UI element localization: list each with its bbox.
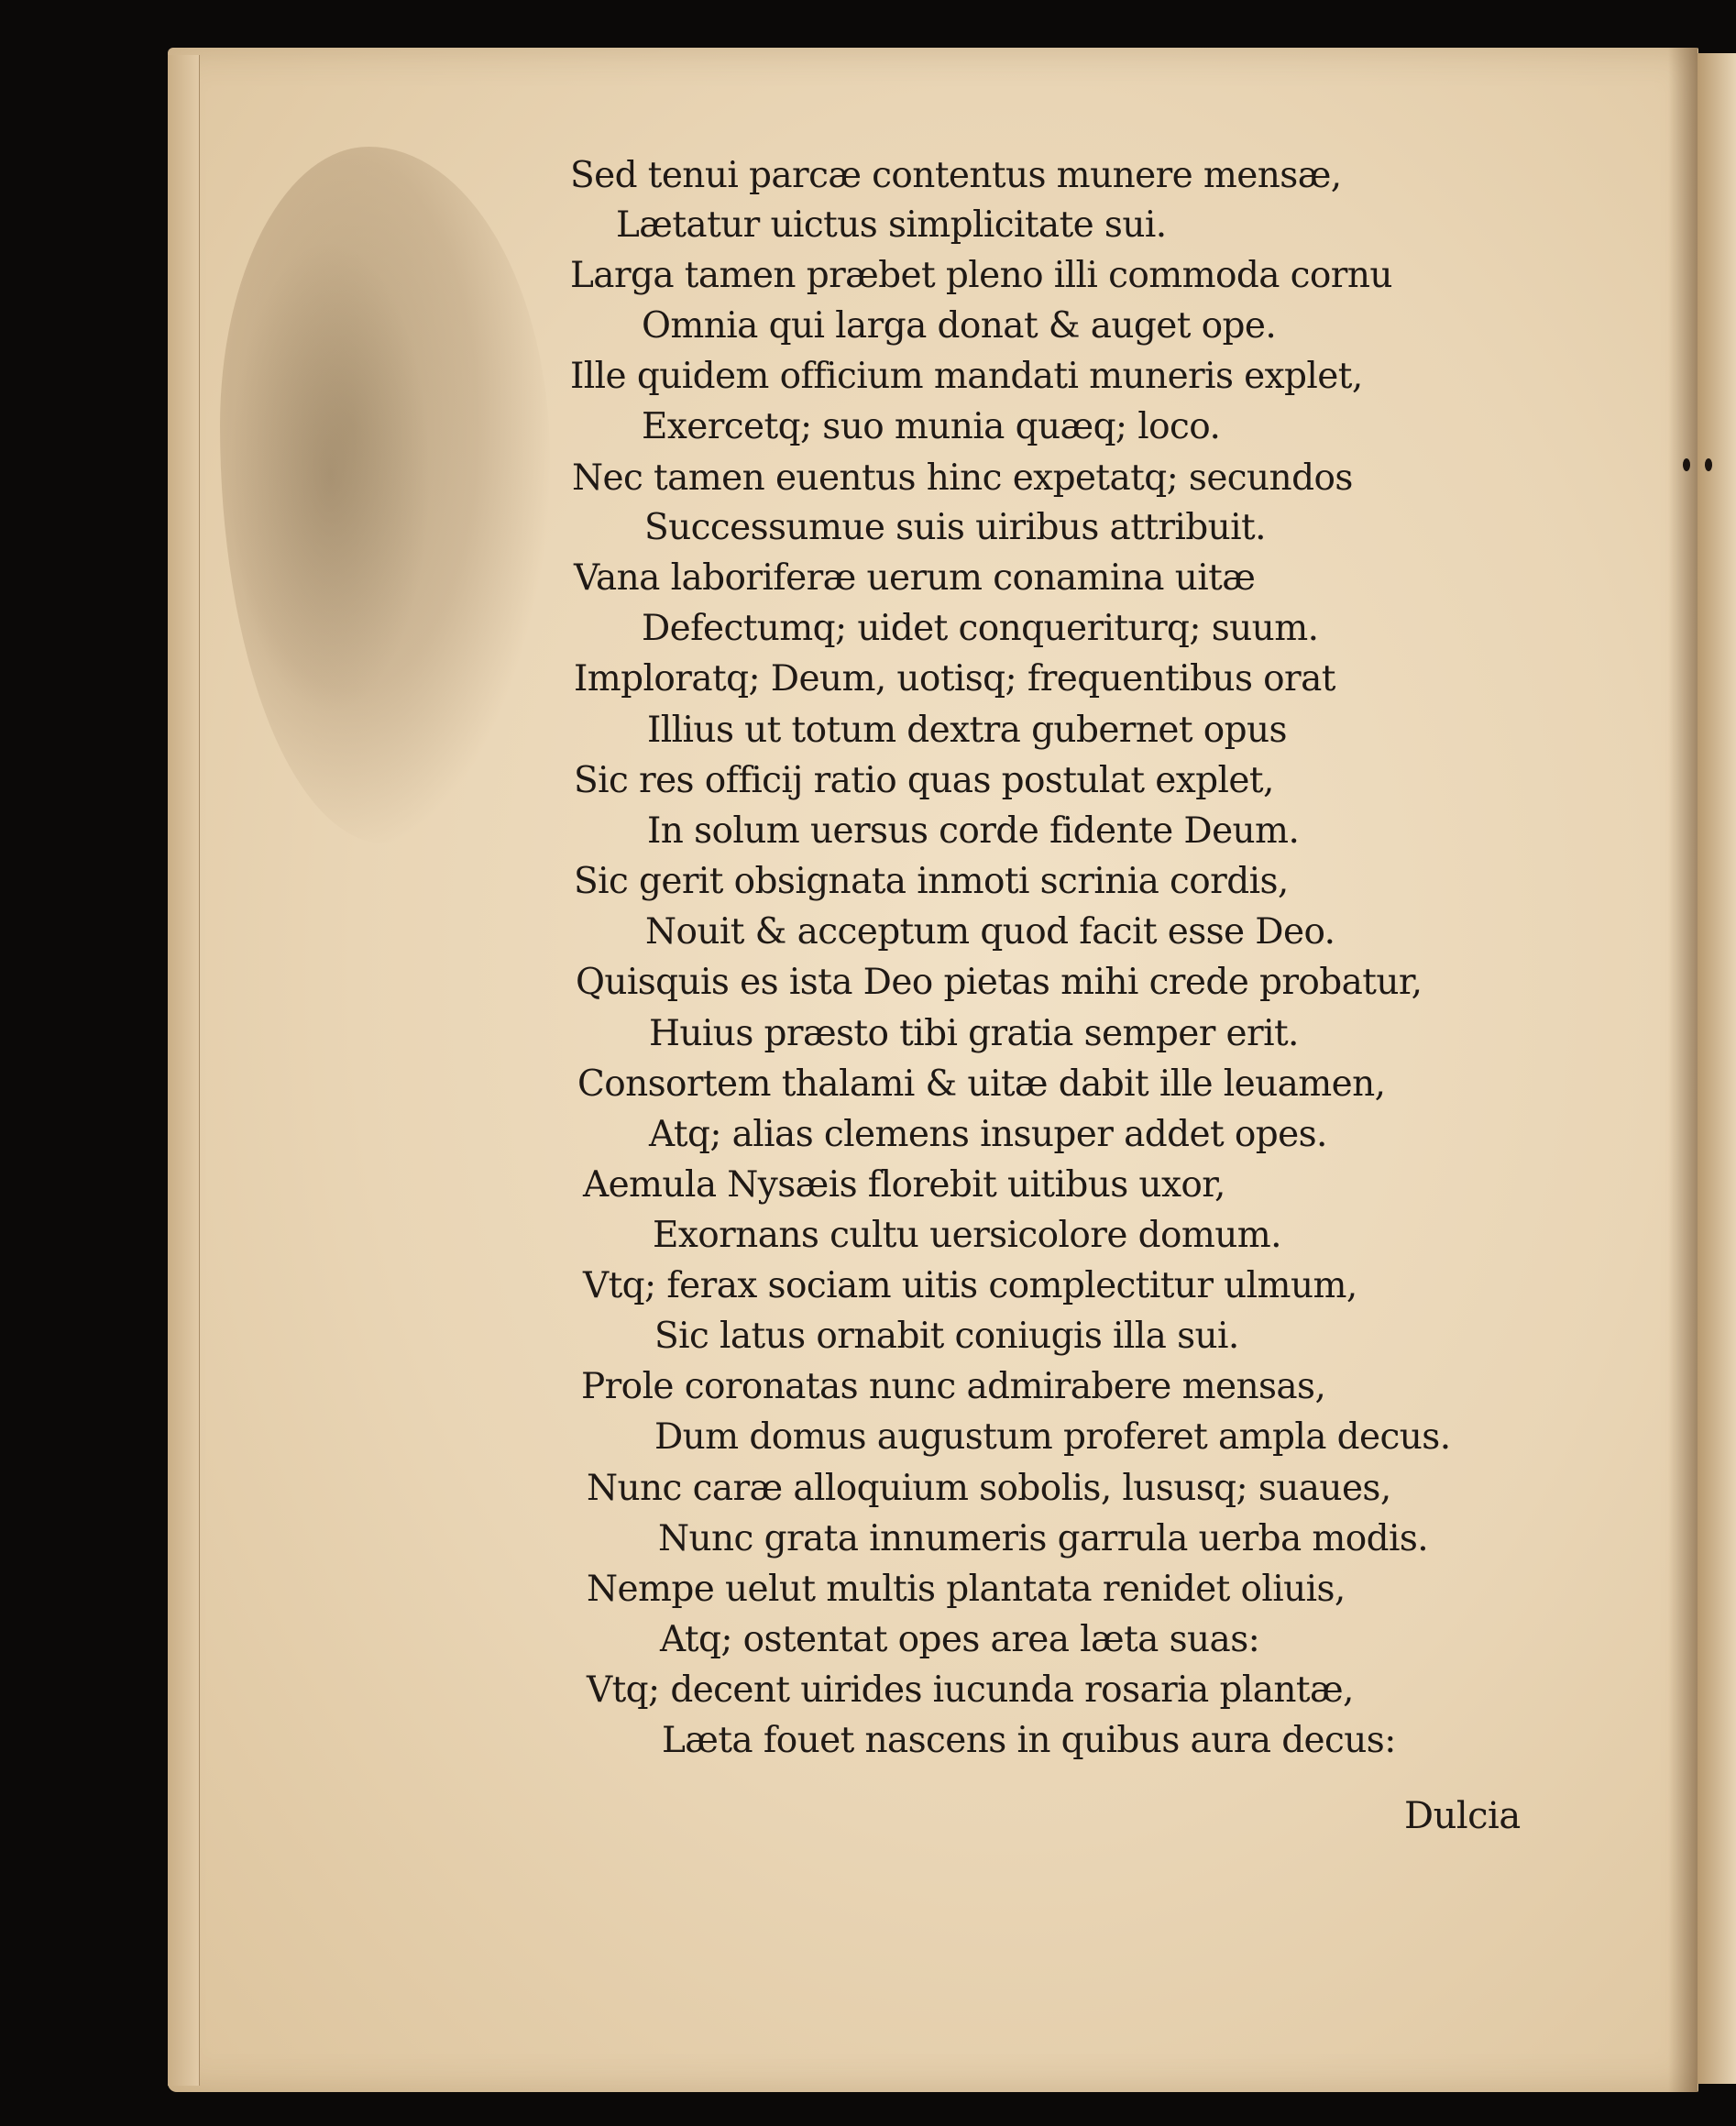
verse-line: Vtq; ferax sociam uitis complectitur ulmum, [583,1265,1357,1306]
verse-line: Larga tamen præbet pleno illi commoda cornu [570,255,1392,296]
verse-line: Consortem thalami & uitæ dabit ille leuamen, [577,1063,1386,1105]
verse-line: Ille quidem officium mandati muneris explet, [570,356,1363,397]
verse-line: Huius præsto tibi gratia semper erit. [649,1013,1299,1054]
verse-line: Omnia qui larga donat & auget ope. [642,305,1277,347]
verse-line: Exornans cultu uersicolore domum. [653,1215,1281,1256]
verse-line: Sic gerit obsignata inmoti scrinia cordis, [574,861,1289,902]
verse-line: Vtq; decent uirides iucunda rosaria plantæ, [587,1669,1354,1711]
verse-line: Defectumq; uidet conqueriturq; suum. [642,608,1319,649]
verse-line: Illius ut totum dextra gubernet opus [647,710,1287,751]
verse-line: Successumue suis uiribus attribuit. [644,507,1266,548]
verse-line: Nunc grata innumeris garrula uerba modis. [658,1518,1429,1559]
verse-line: Atq; ostentat opes area læta suas: [660,1619,1260,1660]
verse-line: Sed tenui parcæ contentus munere mensæ, [570,155,1342,196]
catchword: Dulcia [1404,1795,1521,1837]
verse-line: Prole coronatas nunc admirabere mensas, [581,1366,1326,1407]
verse-line: Nec tamen euentus hinc expetatq; secundos [572,457,1353,499]
verse-line: Lætatur uictus simplicitate sui. [616,204,1167,246]
verse-line: Sic latus ornabit coniugis illa sui. [654,1316,1239,1357]
verse-line: Imploratq; Deum, uotisq; frequentibus orat [574,658,1335,699]
verse-line: Nempe uelut multis plantata renidet oliuis, [587,1569,1346,1610]
verse-line: Sic res officij ratio quas postulat explet, [574,760,1274,801]
verse-line: Nunc caræ alloquium sobolis, lususq; suaues, [587,1468,1391,1509]
verse-line: Nouit & acceptum quod facit esse Deo. [645,911,1335,953]
verse-line: Aemula Nysæis florebit uitibus uxor, [583,1164,1225,1206]
verse-line: Vana laboriferæ uerum conamina uitæ [574,557,1256,599]
verse-line: Exercetq; suo munia quæq; loco. [642,406,1221,447]
verse-line: In solum uersus corde fidente Deum. [647,810,1300,852]
verse-line: Dum domus augustum proferet ampla decus. [654,1416,1451,1458]
verse-line: Atq; alias clemens insuper addet opes. [649,1114,1327,1155]
verse-line: Læta fouet nascens in quibus aura decus: [662,1720,1396,1761]
verse-line: Quisquis es ista Deo pietas mihi crede probatur, [576,962,1423,1003]
